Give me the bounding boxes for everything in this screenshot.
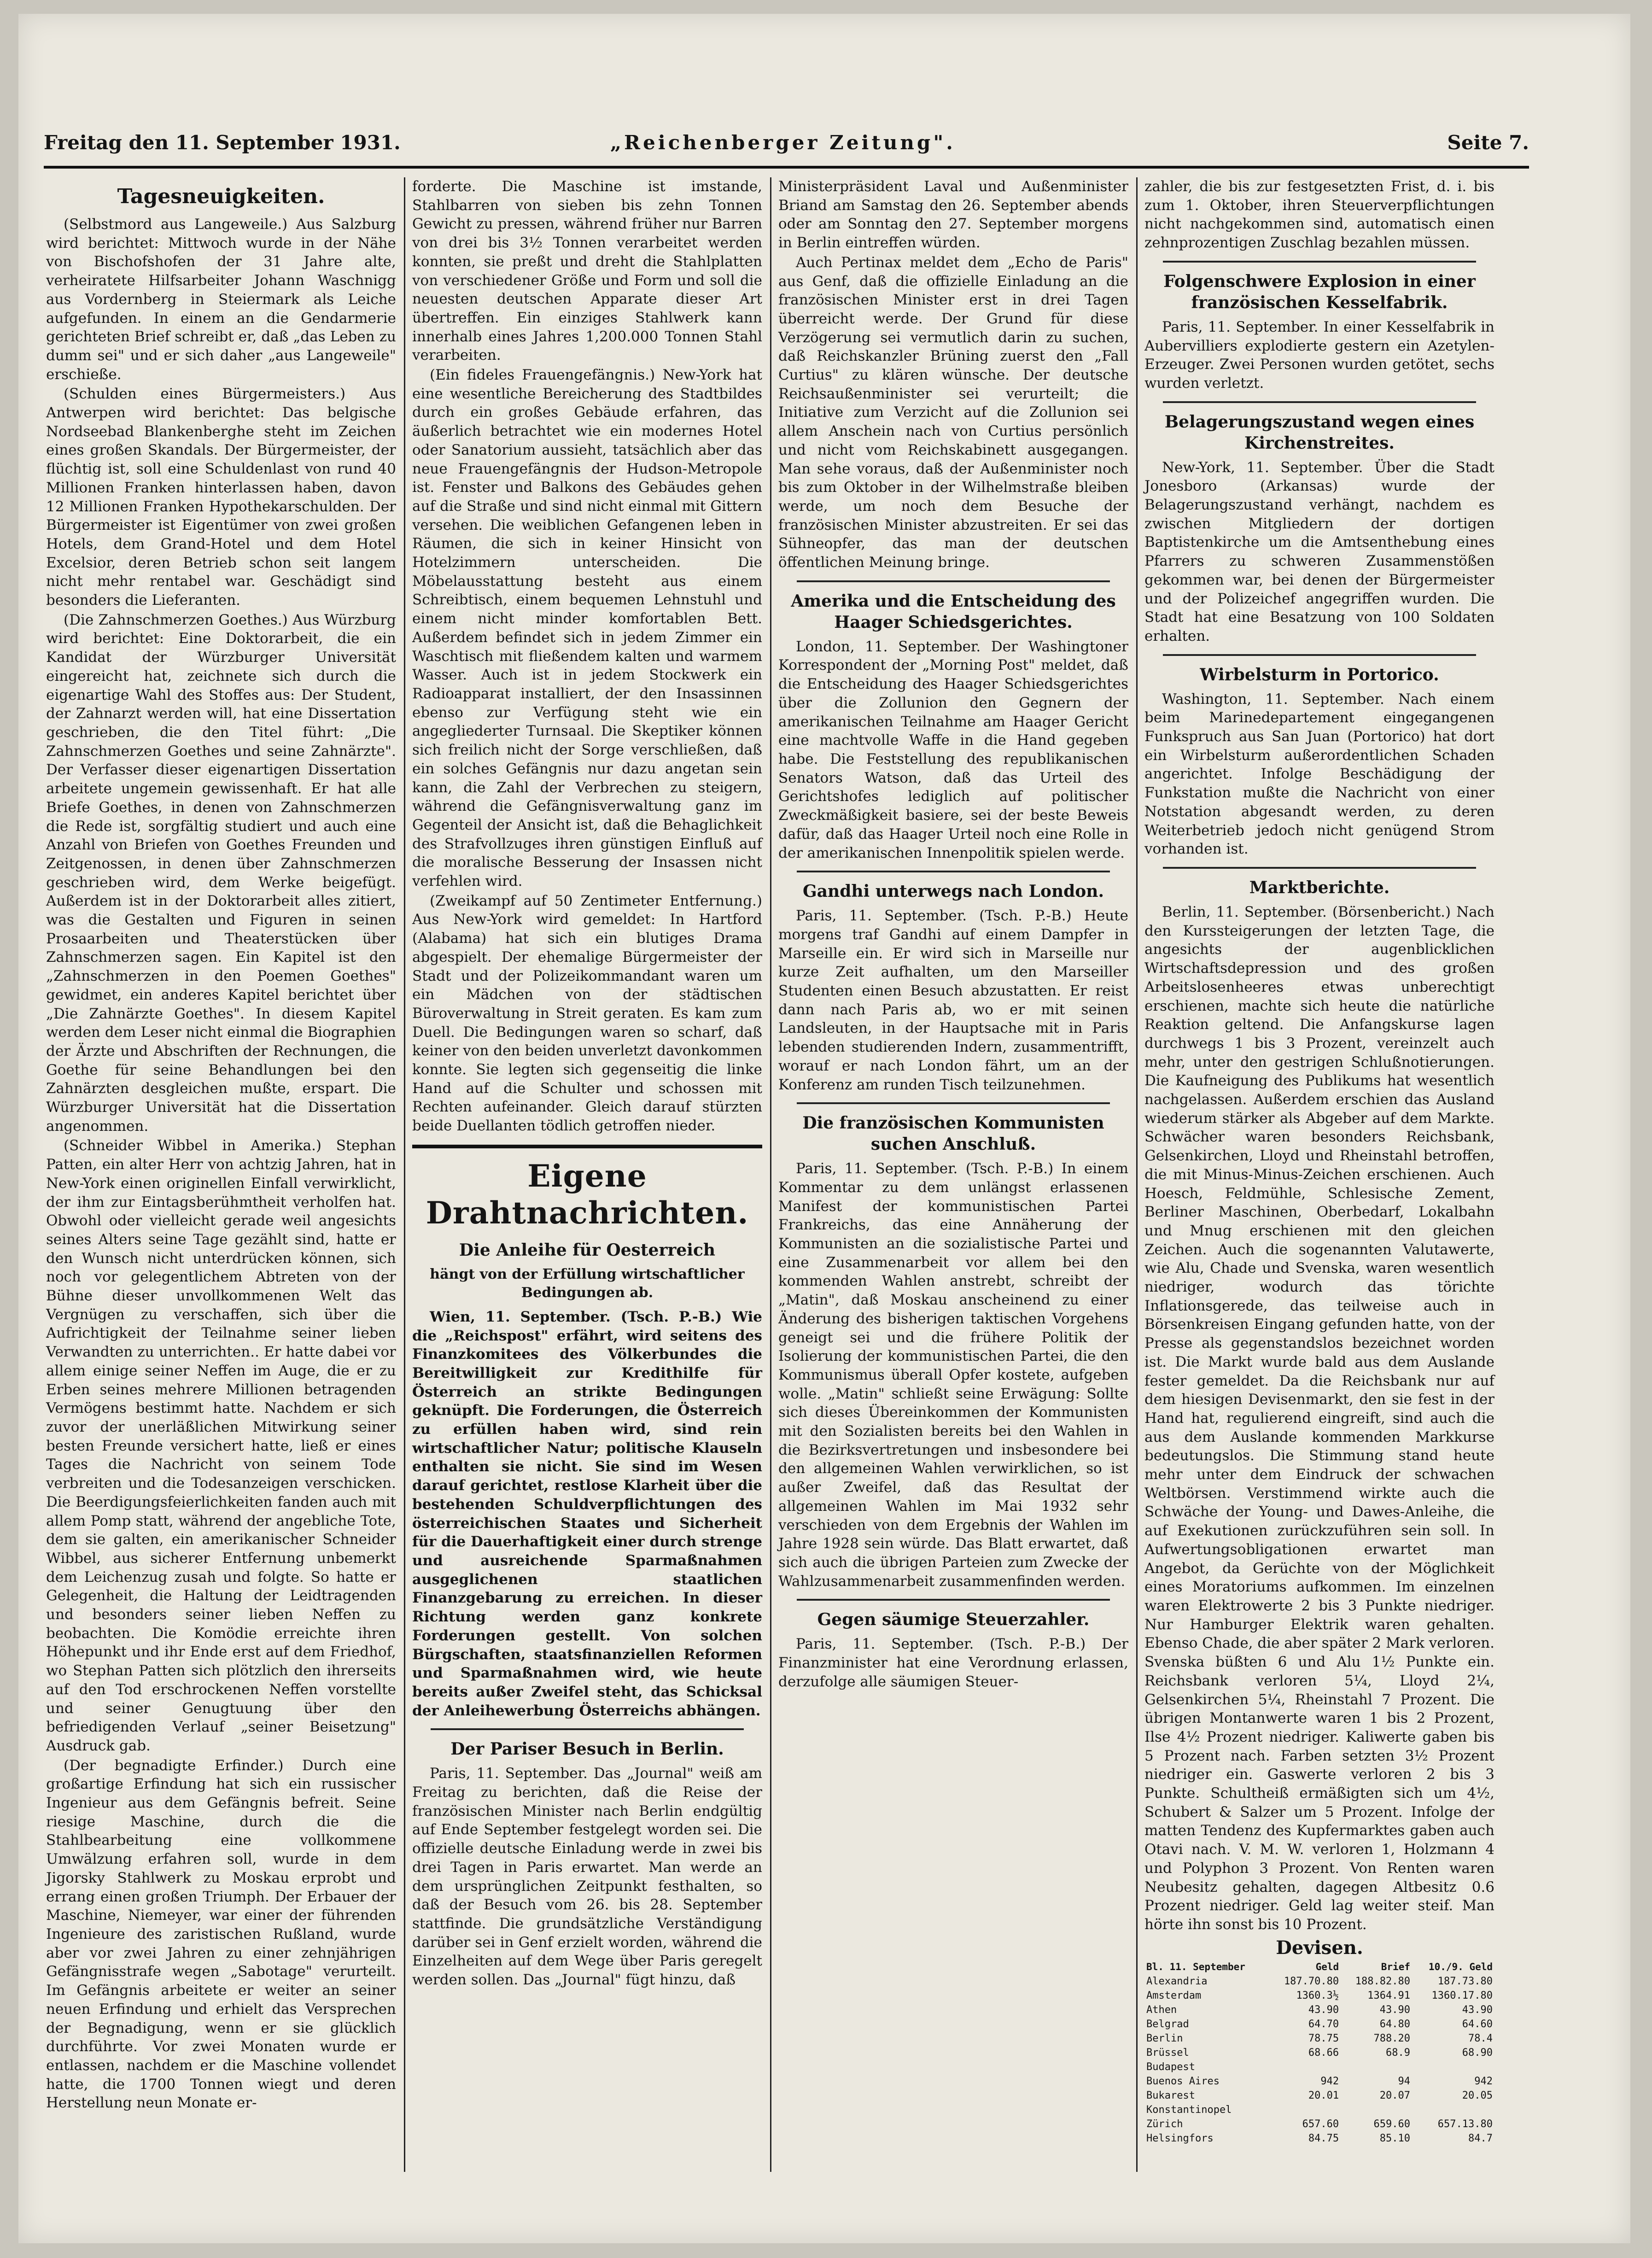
devisen-place: Buenos Aires xyxy=(1146,2076,1220,2088)
devisen-rate: 43.90 xyxy=(1308,2004,1339,2016)
column-divider xyxy=(404,177,405,2172)
devisen-rate: 20.05 xyxy=(1462,2090,1493,2102)
divider xyxy=(1163,867,1476,869)
article-kommunisten: Paris, 11. September. (Tsch. P.-B.) In einem Kommentar zu dem unlängst erlassenen Manifest der kommunistischen Partei Frankreichs, das eine Annäherung der Kommunisten an die sozialistische Partei und eine Zusammenarbeit vor allem bei den kommenden Wahlen anstrebt, schreibt der „Matin", daß Moskau anscheinend zu einer Änderung des bisherigen taktischen Vorgehens geneigt sei und die frühere Politik der Isolierung der kommunistischen Partei, die den Kommunismus überall Opfer kostete, aufgeben wolle. „Matin" schließt seine Erwägung: Sollte sich dieses Übereinkommen der Kommunisten mit den Sozialisten bereits bei den Wahlen in die Bezirksvertretungen und insbesondere bei den allgemeinen Wahlen verwirklichen, so ist außer Zweifel, daß das Resultat der allgemeinen Wahlen im Mai 1932 sehr verschieden von dem Ergebnis der Wahlen im Jahre 1928 sein würde. Das Blatt erwartet, daß sich auch die übrigen Parteien zum Zwecke der Wahlzusammenarbeit zusammenfinden werden. xyxy=(778,1160,1128,1590)
devisen-rate xyxy=(1412,2103,1494,2117)
divider xyxy=(412,1145,762,1148)
headline-marktberichte: Marktberichte. xyxy=(1249,877,1390,897)
devisen-rate: 659.60 xyxy=(1373,2118,1410,2130)
devisen-rate: 68.9 xyxy=(1386,2047,1410,2059)
divider xyxy=(797,1599,1110,1601)
headline-kommunisten: Die französischen Kommunisten suchen Anschluß. xyxy=(802,1113,1104,1154)
article-pariser-besuch-cont: Ministerpräsident Laval und Außenminister Briand am Samstag den 26. September abends oder am Sonntag den 27. September morgens in Berlin eintreffen würden. xyxy=(778,178,1128,252)
devisen-rate: 1360.17.80 xyxy=(1431,1990,1493,2002)
divider xyxy=(797,580,1110,582)
devisen-row xyxy=(1144,2031,1494,2046)
devisen-rate: 84.7 xyxy=(1468,2133,1493,2145)
divider xyxy=(1163,261,1476,263)
devisen-place: Belgrad xyxy=(1146,2018,1189,2030)
devisen-row xyxy=(1144,2088,1494,2103)
devisen-row xyxy=(1144,2074,1494,2088)
devisen-rate: 85.10 xyxy=(1379,2133,1410,2145)
devisen-rate: 1360.3½ xyxy=(1296,1990,1339,2002)
devisen-rate: 1364.91 xyxy=(1367,1990,1410,2002)
headline-steuerzahler: Gegen säumige Steuerzahler. xyxy=(817,1610,1090,1630)
devisen-rate: 187.70.80 xyxy=(1284,1976,1339,1988)
devisen-row xyxy=(1144,2003,1494,2017)
headline-wirbelsturm: Wirbelsturm in Portorico. xyxy=(1200,665,1439,684)
devisen-place: Zürich xyxy=(1146,2118,1183,2130)
devisen-row xyxy=(1144,1989,1494,2003)
devisen-place: Bukarest xyxy=(1146,2090,1195,2102)
issue-date: Freitag den 11. September 1931. xyxy=(44,131,401,154)
masthead: „Reichenberger Zeitung". xyxy=(610,131,956,154)
devisen-rate: 657.60 xyxy=(1302,2118,1339,2130)
devisen-place: Berlin xyxy=(1146,2033,1183,2045)
devisen-row xyxy=(1144,2131,1494,2146)
article-haager: London, 11. September. Der Washingtoner Korrespondent der „Morning Post" meldet, daß die Entscheidung des Haager Schiedsgerichtes über die Zollunion den Gegnern der amerikanischen Teilnahme am Haager Gericht eine machtvolle Waffe in die Hand gegeben habe. Die Feststellung des republikanischen Senators Watson, daß das Urteil des Gerichtshofes lediglich auf politischer Zweckmäßigkeit basiere, sei der beste Beweis dafür, daß das Haager Urteil noch eine Rolle in der amerikanischen Innenpolitik spielen werde. xyxy=(778,638,1128,861)
headline-explosion: Folgenschwere Explosion in einer französischen Kesselfabrik. xyxy=(1163,271,1476,312)
devisen-place: Amsterdam xyxy=(1146,1990,1202,2002)
headline-anleihe: Die Anleihe für Oesterreich xyxy=(459,1240,716,1260)
article-explosion: Paris, 11. September. In einer Kesselfabrik in Aubervilliers explodierte gestern ein Azetylen-Erzeuger. Zwei Personen wurden getötet, sechs wurden verletzt. xyxy=(1144,318,1494,392)
article-steuerzahler-cont: zahler, die bis zur festgesetzten Frist, d. i. bis zum 1. Oktober, ihren Steuerverpflichtungen nicht nachgekommen sind, automatisch einen zehnprozentigen Zuschlag bezahlen müssen. xyxy=(1144,178,1494,252)
column-3 xyxy=(778,177,1128,1692)
devisen-place: Budapest xyxy=(1146,2061,1195,2073)
divider xyxy=(1163,401,1476,403)
article-pertinax: Auch Pertinax meldet dem „Echo de Paris" aus Genf, daß die offizielle Einladung an die französischen Minister erst in drei Tagen überreicht werde. Der Grund für diese Verzögerung sei vermutlich darin zu suchen, daß Reichskanzler Brüning zuerst den „Fall Curtius" zu klären wünsche. Der deutsche Reichsaußenminister sei verurteilt; die Initiative zum Verzicht auf die Zollunion sei allem Anschein nach von Curtius persönlich und nicht vom Reichskabinett ausgegangen. Man sehe voraus, daß der Außenminister noch bis zum Oktober in der Wilhelmstraße bleiben werde, um noch dem Besuche der französischen Minister abzustreiten. Er sei das Sühneopfer, das man der deutschen öffentlichen Meinung bringe. xyxy=(778,254,1128,571)
banner-drahtnachrichten: Eigene Drahtnachrichten. xyxy=(426,1158,749,1231)
devisen-rate: 942 xyxy=(1474,2076,1493,2088)
devisen-place: Alexandria xyxy=(1146,1976,1208,1988)
article-goethe: (Die Zahnschmerzen Goethes.) Aus Würzburg wird berichtet: Eine Doktorarbeit, die ein Kandidat der Würzburger Universität eingereicht hat, zeichnete sich durch die eigenartige Wahl des Stoffes aus: Der Student, der Zahnarzt werden will, hat eine Dissertation geschrieben, die den Titel führt: „Die Zahnschmerzen Goethes und seine Zahnärzte". Der Verfasser dieser eigenartigen Dissertation arbeitete ungemein gewissenhaft. Er hat alle Briefe Goethes, in denen von Zahnschmerzen die Rede ist, sorgfältig studiert und auch eine Anzahl von Briefen von Goethes Freunden und Zeitgenossen, in denen über Zahnschmerzen geschrieben wird, dem Werke beigefügt. Außerdem ist in der Doktorarbeit alles zitiert, was die Gestalten und Figuren in seinen Prosaarbeiten und Theaterstücken über Zahnschmerzen sagen. Ein Kapitel ist den „Zahnschmerzen in den Poemen Goethes" gewidmet, ein anderes Kapitel berichtet über „Die Zahnärzte Goethes". In diesem Kapitel werden dem Leser nicht einmal die Biographien der Ärzte und Abschriften der Rechnungen, die Goethe für seine Behandlungen bei den Zahnärzten desgleichen mußte, erspart. Die Würzburger Universität hat die Dissertation angenommen. xyxy=(46,611,396,1135)
article-belagerung: New-York, 11. September. Über die Stadt Jonesboro (Arkansas) wurde der Belagerungszustand verhängt, nachdem es zwischen Mitgliedern der dortigen Baptistenkirche um die Amtsenthebung eines Pfarrers zu schweren Zusammenstößen gekommen war, bei denen der Bürgermeister und der Polizeichef angegriffen wurden. Die Stadt hat eine Besatzung von 100 Soldaten erhalten. xyxy=(1144,459,1494,644)
headline-pariser-besuch: Der Pariser Besuch in Berlin. xyxy=(450,1739,724,1759)
devisen-place: Helsingfors xyxy=(1146,2133,1214,2145)
devisen-rate: 64.70 xyxy=(1308,2018,1339,2030)
devisen-rate xyxy=(1341,2103,1412,2117)
headline-belagerung: Belagerungszustand wegen eines Kirchenstreites. xyxy=(1164,412,1475,453)
devisen-row xyxy=(1144,2046,1494,2060)
devisen-row xyxy=(1144,1974,1494,1989)
article-erfinder-cont: forderte. Die Maschine ist imstande, Stahlbarren von sieben bis zehn Tonnen Gewicht zu pressen, während früher nur Barren von drei bis 3½ Tonnen verarbeitet werden konnten, sie preßt und dreht die Stahlplatten von verschiedener Größe und Form und soll die neuesten deutschen Apparate dieser Art übertreffen. Ein einziges Stahlwerk kann innerhalb eines Jahres 1,200.000 Tonnen Stahl verarbeiten. xyxy=(412,178,762,364)
devisen-rate: 788.20 xyxy=(1373,2033,1410,2045)
headline-haager: Amerika und die Entscheidung des Haager Schiedsgerichtes. xyxy=(791,591,1116,632)
newspaper-page xyxy=(18,14,1630,2243)
devisen-rate: 187.73.80 xyxy=(1437,1976,1493,1988)
devisen-place: Athen xyxy=(1146,2004,1177,2016)
devisen-header-cell: 10./9. Geld xyxy=(1428,1961,1493,1973)
article-wirbelsturm: Washington, 11. September. Nach einem beim Marinedepartement eingegangenen Funkspruch aus San Juan (Portorico) hat dort ein Wirbelsturm außerordentlichen Schaden angerichtet. Infolge Beschädigung der Funkstation mußte die Nachricht von einer Notstation abgesandt werden, zu deren Weiterbetrieb jedoch nicht genügend Strom vorhanden ist. xyxy=(1144,690,1494,858)
header-rule xyxy=(44,166,1529,169)
devisen-row xyxy=(1144,2017,1494,2031)
devisen-header-row xyxy=(1144,1960,1494,1974)
devisen-header-cell: Brief xyxy=(1381,1961,1410,1973)
page-header xyxy=(44,131,1529,164)
devisen-rate xyxy=(1341,2060,1412,2074)
devisen-title: Devisen. xyxy=(1276,1936,1363,1959)
headline-gandhi: Gandhi unterwegs nach London. xyxy=(802,882,1104,901)
column-divider xyxy=(770,177,771,2172)
article-zweikampf: (Zweikampf auf 50 Zentimeter Entfernung.) Aus New-York wird gemeldet: In Hartford (Alabama) hat sich ein blutiges Drama abgespielt. Der ehemalige Bürgermeister der Stadt und der Polizeikommandant waren um ein Mädchen von der städtischen Büroverwaltung in Streit geraten. Es kam zum Duell. Die Bedingungen waren so scharf, daß keiner von den beiden unverletzt davonkommen konnte. Sie legten sich gegenseitig die linke Hand auf die Schulter und schossen mit Rechten aufeinander. Gleich darauf stürzten beide Duellanten tödlich getroffen nieder. xyxy=(412,892,762,1135)
devisen-row xyxy=(1144,2117,1494,2131)
devisen-rate: 68.66 xyxy=(1308,2047,1339,2059)
devisen-place: Brüssel xyxy=(1146,2047,1189,2059)
devisen-table xyxy=(1144,1960,1494,2146)
article-anleihe: Wien, 11. September. (Tsch. P.-B.) Wie die „Reichspost" erfährt, wird seitens des Finanzkomitees des Völkerbundes die Bereitwilligkeit zur Kredithilfe für Österreich an strikte Bedingungen geknüpft. Die Forderungen, die Österreich zu erfüllen haben wird, sind rein wirtschaftlicher Natur; politische Klauseln enthalten sie nicht. Sie sind im Wesen darauf gerichtet, restlose Klarheit über die bestehenden Schuldverpflichtungen des österreichischen Staates und Sicherheit für die Dauerhaftigkeit einer durch strenge und ausreichende Sparmaßnahmen ausgeglichenen staatlichen Finanzgebarung zu erreichen. In dieser Richtung werden ganz konkrete Forderungen gestellt. Von solchen Bürgschaften, staatsfinanziellen Reformen und Sparmaßnahmen wird, wie heute bereits außer Zweifel steht, das Schicksal der Anleihewerbung Österreichs abhängen. xyxy=(412,1308,762,1719)
devisen-row xyxy=(1144,2060,1494,2074)
page-number: Seite 7. xyxy=(1447,131,1529,154)
devisen-rate xyxy=(1269,2060,1341,2074)
article-wibbel: (Schneider Wibbel in Amerika.) Stephan Patten, ein alter Herr von achtzig Jahren, hat in New-York einen originellen Einfall verwirklicht, der ihm zur Eintagsberühmtheit verholfen hat. Obwohl oder vielleicht gerade weil angesichts seines Alters seine Tage gezählt sind, hatte er den Wunsch nicht unterdrücken können, sich noch vor gelegentlichem Abtreten von der Bühne dieser unvollkommenen Welt das Vergnügen zu verschaffen, sich über die Aufrichtigkeit der Teilnahme seiner lieben Verwandten zu unterrichten.. Er hatte dabei vor allem einige seiner Neffen im Auge, die er zu Erben seines mehrere Millionen betragenden Vermögens bestimmt hatte. Nachdem er sich zuvor der unerläßlichen Mitwirkung seiner besten Freunde versichert hatte, ließ er eines Tages die Nachricht von seinem Tode verbreiten und die Todesanzeigen verschicken. Die Beerdigungsfeierlichkeiten fanden auch mit allem Pomp statt, während der angebliche Tote, dem sie galten, ein amerikanischer Schneider Wibbel, aus sicherer Entfernung unbemerkt dem Leichenzug zusah und folgte. So hatte er Gelegenheit, die Haltung der Leidtragenden und besonders seiner lieben Neffen zu beobachten. Die Komödie erreichte ihren Höhepunkt und ihr Ende erst auf dem Friedhof, wo Stephan Patten sich plötzlich den ihrerseits auf den Tod erschrockenen Neffen vorstellte und seiner Genugtuung über den befriedigenden Verlauf „seiner Beisetzung" Ausdruck gab. xyxy=(46,1137,396,1754)
article-steuerzahler: Paris, 11. September. (Tsch. P.-B.) Der Finanzminister hat eine Verordnung erlassen, derzufolge alle säumigen Steuer- xyxy=(778,1636,1128,1690)
divider xyxy=(431,1728,744,1730)
devisen-rate: 942 xyxy=(1320,2076,1339,2088)
devisen-rate: 84.75 xyxy=(1308,2133,1339,2145)
devisen-rate: 43.90 xyxy=(1379,2004,1410,2016)
devisen-place: Konstantinopel xyxy=(1146,2104,1232,2116)
devisen-rate: 64.80 xyxy=(1379,2018,1410,2030)
devisen-rate: 78.4 xyxy=(1468,2033,1493,2045)
devisen-rate: 20.01 xyxy=(1308,2090,1339,2102)
article-schulden: (Schulden eines Bürgermeisters.) Aus Antwerpen wird berichtet: Das belgische Nordseebad Blankenberghe steht im Zeichen eines großen Skandals. Der Bürgermeister, der flüchtig ist, soll eine Schuldenlast von rund 40 Millionen Franken hinterlassen haben, davon 12 Millionen Franken Hypothekarschulden. Der Bürgermeister ist Eigentümer von zwei großen Hotels, dem Grand-Hotel und dem Hotel Excelsior, deren Betrieb schon seit langem nicht mehr rentabel war. Geschädigt sind besonders die Lieferanten. xyxy=(46,386,396,609)
devisen-header-cell: Bl. 11. September xyxy=(1146,1961,1245,1973)
devisen-rate xyxy=(1412,2060,1494,2074)
column-divider xyxy=(1136,177,1138,2172)
article-frauengefaengnis: (Ein fideles Frauengefängnis.) New-York hat eine wesentliche Bereicherung des Stadtbildes durch ein großes Gebäude erfahren, das äußerlich betrachtet wie ein modernes Hotel oder Sanatorium aussieht, tatsächlich aber das neue Frauengefängnis der Hudson-Metropole ist. Fenster und Balkons des Gebäudes gehen auf die Straße und sind nicht einmal mit Gittern versehen. Die weiblichen Gefangenen leben in Räumen, die sich in keiner Hinsicht von Hotelzimmern unterscheiden. Die Möbelausstattung besteht aus einem Schreibtisch, einem bequemen Lehnstuhl und einem nicht minder komfortablen Bett. Außerdem befindet sich in jedem Zimmer ein Waschtisch mit fließendem kalten und warmem Wasser. Auch ist in jedem Stockwerk ein Radioapparat installiert, der den Insassinnen ebenso zur Verfügung steht wie ein angegliederter Turnsaal. Die Skeptiker können sich freilich nicht der Sorge verschließen, daß ein solches Gefängnis nur dazu angetan sein kann, die Zahl der Verbrechen zu steigern, während die Gefängnisverwaltung ganz im Gegenteil der Ansicht ist, daß die Behaglichkeit des Strafvollzuges ihren günstigen Einfluß auf die moralische Besserung der Insassen nicht verfehlen wird. xyxy=(412,367,762,890)
article-pariser-besuch: Paris, 11. September. Das „Journal" weiß am Freitag zu berichten, daß die Reise der französischen Minister nach Berlin endgültig auf Ende September festgelegt worden sei. Die offizielle deutsche Einladung werde in zwei bis drei Tagen in Paris erwartet. Man werde an dem ursprünglichen Zeitpunkt festhalten, so daß der Besuch vom 26. bis 28. September stattfinde. Die grundsätzliche Verständigung darüber sei in Genf erzielt worden, während die Einzelheiten auf dem Wege über Paris geregelt werden sollen. Das „Journal" fügt hinzu, daß xyxy=(412,1765,762,1989)
divider xyxy=(797,1102,1110,1104)
column-4 xyxy=(1144,177,1494,2146)
devisen-rate: 94 xyxy=(1398,2076,1410,2088)
divider xyxy=(1163,654,1476,656)
article-erfinder: (Der begnadigte Erfinder.) Durch eine großartige Erfindung hat sich ein russischer Ingenieur aus dem Gefängnis befreit. Seine riesige Maschine, durch die die Stahlbearbeitung eine vollkommene Umwälzung erfahren soll, wurde in dem Jigorsky Stahlwerk zu Moskau erprobt und errang einen großen Triumph. Der Erbauer der Maschine, Niemeyer, war einer der führenden Ingenieure des zaristischen Rußland, wurde aber vor zwei Jahren zu einer zehnjährigen Gefängnisstrafe wegen „Sabotage" verurteilt. Im Gefängnis arbeitete er weiter an seiner neuen Erfindung und erhielt das Versprechen der Begnadigung, wenn er sie glücklich durchführte. Vor zwei Monaten wurde er entlassen, nachdem er die Maschine vollendet hatte, die 1700 Tonnen wiegt und deren Herstellung neun Monate er- xyxy=(46,1757,396,2112)
section-title: Tagesneuigkeiten. xyxy=(117,185,325,208)
column-1 xyxy=(46,177,396,2113)
article-gandhi: Paris, 11. September. (Tsch. P.-B.) Heute morgens traf Gandhi auf einem Dampfer in Marseille ein. Er wird sich in Marseille nur kurze Zeit aufhalten, um den Marseiller Studenten einen Besuch abzustatten. Er reist dann nach Paris ab, wo er mit seinen Landsleuten, in der Hauptsache mit in Paris lebenden studierenden Indern, zusammentrifft, worauf er nach London fährt, um an der Konferenz am runden Tisch teilzunehmen. xyxy=(778,907,1128,1093)
devisen-rate: 78.75 xyxy=(1308,2033,1339,2045)
subheadline-anleihe: hängt von der Erfüllung wirtschaftlicher Bedingungen ab. xyxy=(430,1266,745,1301)
devisen-rate: 43.90 xyxy=(1462,2004,1493,2016)
article-boersenbericht: Berlin, 11. September. (Börsenbericht.) Nach den Kurssteigerungen der letzten Tage, die angesichts der augenblicklichen Wirtschaftsdepression und des großen Arbeitslosenheeres etwas unberechtigt erschienen, machte sich heute die natürliche Reaktion geltend. Die Anfangskurse lagen durchwegs 1 bis 3 Prozent, vereinzelt auch mehr, unter den gestrigen Schlußnotierungen. Die Kaufneigung des Publikums hat wesentlich nachgelassen. Außerdem erschien das Ausland wiederum stärker als Abgeber auf dem Markte. Schwächer waren besonders Reichsbank, Gelsenkirchen, Lloyd und Rheinstahl betroffen, die mit Minus-Minus-Zeichen erschienen. Auch Hoesch, Feldmühle, Schlesische Zement, Berliner Maschinen, Oberbedarf, Lokalbahn und Mnug erschienen mit den gleichen Zeichen. Auch die sogenannten Valutawerte, wie Alu, Chade und Svenska, waren wesentlich niedriger, wodurch das törichte Inflationsgerede, das teilweise auch in Börsenkreisen Eingang gefunden hatte, von der Presse als gegenstandslos bezeichnet worden ist. Die Markt wurde bald aus dem Auslande fester gemeldet. Da die Reichsbank nur auf dem hiesigen Devisenmarkt, den sie fest in der Hand hat, regulierend eingreift, sind auch die aus dem Auslande kommenden Markkurse bedeutungslos. Die Stimmung stand heute mehr unter dem Eindruck der schwachen Weltbörsen. Verstimmend wirkte auch die Schwäche der Young- und Dawes-Anleihe, die auf Exekutionen zurückzuführen sein soll. In Aufwertungsobligationen erwartet man Angebot, da Gerüchte von der Möglichkeit eines Moratoriums aufkommen. Im einzelnen waren Elektrowerte 2 bis 3 Punkte niedriger. Nur Hamburger Elektrik waren gehalten. Ebenso Chade, die aber später 2 Mark verloren. Svenska büßten 6 und Alu 1½ Punkte ein. Reichsbank verloren 5¼, Lloyd 2¼, Gelsenkirchen 5¼, Rheinstahl 7 Prozent. Die übrigen Montanwerte waren 1 bis 2 Prozent, Ilse 4½ Prozent niedriger. Kaliwerte gaben bis 5 Prozent nach. Farben setzten 3½ Prozent niedriger ein. Gaswerte verloren 2 bis 3 Punkte. Schultheiß ermäßigten sich um 4½, Schubert & Salzer um 5 Prozent. Infolge der matten Tendenz des Kupfermarktes gaben auch Otavi nach. V. M. W. verloren 1, Holzmann 4 und Polyphon 3 Prozent. Von Renten waren Neubesitz gehalten, dagegen Altbesitz 0.6 Prozent niedriger. Geld lag weiter steif. Man hörte ihn sonst bis 10 Prozent. xyxy=(1144,903,1494,1933)
devisen-rate: 68.90 xyxy=(1462,2047,1493,2059)
devisen-rate: 64.60 xyxy=(1462,2018,1493,2030)
devisen-rate: 20.07 xyxy=(1379,2090,1410,2102)
divider xyxy=(797,871,1110,872)
devisen-header-cell: Geld xyxy=(1315,1961,1339,1973)
devisen-rate xyxy=(1269,2103,1341,2117)
devisen-rate: 657.13.80 xyxy=(1437,2118,1493,2130)
devisen-rate: 188.82.80 xyxy=(1355,1976,1410,1988)
article-selbstmord: (Selbstmord aus Langeweile.) Aus Salzburg wird berichtet: Mittwoch wurde in der Nähe von Bischofshofen der 31 Jahre alte, verheiratete Hilfsarbeiter Johann Waschnigg aus Vordernberg in Steiermark als Leiche aufgefunden. In einem an die Gendarmerie gerichteten Brief schreibt er, daß „das Leben zu dumm sei" und er sich daher „aus Langeweile" erschieße. xyxy=(46,216,396,383)
column-2 xyxy=(412,177,762,1990)
devisen-row xyxy=(1144,2103,1494,2117)
